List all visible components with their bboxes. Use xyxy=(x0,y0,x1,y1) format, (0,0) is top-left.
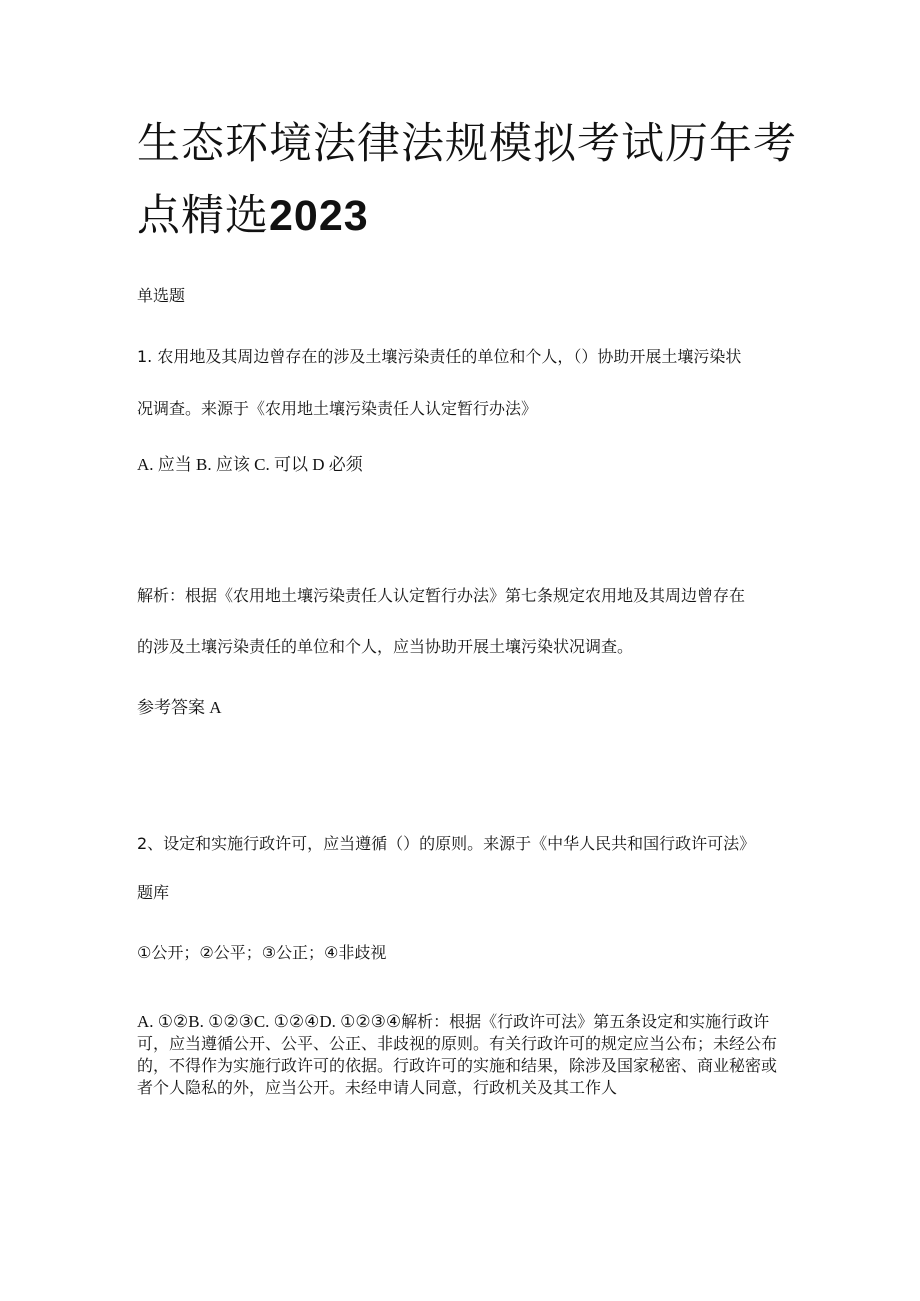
question-2-options-analysis xyxy=(137,1011,787,1099)
question-1-analysis-line-2: 的涉及土壤污染责任的单位和个人，应当协助开展土壤污染状况调查。 xyxy=(137,637,634,656)
question-2-line-1: 2、设定和实施行政许可，应当遵循（）的原则。来源于《中华人民共和国行政许可法》 xyxy=(137,834,756,853)
question-1-options: A. 应当 B. 应该 C. 可以 D 必须 xyxy=(137,455,363,474)
question-1-line-1: 1. 农用地及其周边曾存在的涉及土壤污染责任的单位和个人，（）协助开展土壤污染状 xyxy=(137,347,742,366)
title-main: 生态环境法律法规模拟考试历年考点精选 xyxy=(137,119,797,241)
section-heading: 单选题 xyxy=(137,286,186,305)
question-2-analysis: 解析：根据《行政许可法》第五条设定和实施行政许可，应当遵循公开、公平、公正、非歧视的原则。有关行政许可的规定应当公布；未经公布的，不得作为实施行政许可的依据。行政许可的实施和结果，除涉及国家秘密、商业秘密或者个人隐私的外，应当公开。未经申请人同意，行政机关及其工作人 xyxy=(137,1012,778,1097)
question-2-options: A. ①②B. ①②③C. ①②④D. ①②③④ xyxy=(137,1012,402,1031)
question-1-analysis-line-1: 解析：根据《农用地土壤污染责任人认定暂行办法》第七条规定农用地及其周边曾存在 xyxy=(137,586,746,605)
question-2-items: ①公开；②公平；③公正；④非歧视 xyxy=(137,943,387,962)
document-title xyxy=(137,108,797,252)
question-1-answer: 参考答案 A xyxy=(137,698,222,717)
question-2-line-2: 题库 xyxy=(137,883,170,902)
title-year: 2023 xyxy=(269,192,369,240)
question-1-line-2: 况调查。来源于《农用地土壤污染责任人认定暂行办法》 xyxy=(137,399,538,418)
